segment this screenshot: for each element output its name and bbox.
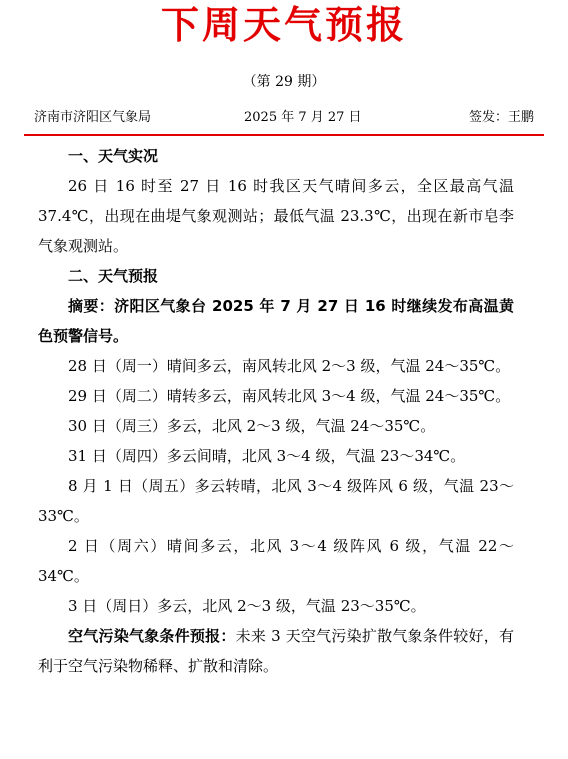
document-title: 下周天气预报 xyxy=(160,3,407,47)
forecast-day: 28 日（周一）晴间多云，南风转北风 2～3 级，气温 24～35℃。 xyxy=(68,357,511,375)
pollution-forecast xyxy=(38,621,514,681)
document-body xyxy=(38,141,514,681)
issue-number: （第 29 期） xyxy=(242,74,326,90)
section-heading-forecast: 二、天气预报 xyxy=(68,267,159,285)
section-heading-observation: 一、天气实况 xyxy=(68,147,159,165)
pollution-text: 未来 3 天空气污染扩散气象条件较好，有利于空气污染物稀释、扩散和清除。 xyxy=(38,627,514,675)
forecast-day: 2 日（周六）晴间多云，北风 3～4 级阵风 6 级，气温 22～34℃。 xyxy=(38,537,514,585)
observation-text: 26 日 16 时至 27 日 16 时我区天气晴间多云，全区最高气温 37.4℃，出现在曲堤气象观测站；最低气温 23.3℃，出现在新市皂李气象观测站。 xyxy=(38,177,514,255)
forecast-day: 30 日（周三）多云，北风 2～3 级，气温 24～35℃。 xyxy=(68,417,436,435)
forecast-day: 3 日（周日）多云，北风 2～3 级，气温 23～35℃。 xyxy=(68,597,426,615)
document-meta xyxy=(34,108,534,128)
forecast-day: 29 日（周二）晴转多云，南风转北风 3～4 级，气温 24～35℃。 xyxy=(68,387,511,405)
forecast-summary: 摘要：济阳区气象台 2025 年 7 月 27 日 16 时继续发布高温黄色预警信号。 xyxy=(38,297,514,345)
forecast-day: 31 日（周四）多云间晴，北风 3～4 级，气温 23～34℃。 xyxy=(68,447,466,465)
issuing-organization: 济南市济阳区气象局 xyxy=(34,110,152,125)
header-divider xyxy=(24,134,544,136)
forecast-day: 8 月 1 日（周五）多云转晴，北风 3～4 级阵风 6 级，气温 23～33℃。 xyxy=(38,477,514,525)
pollution-label: 空气污染气象条件预报： xyxy=(68,627,236,645)
signer: 签发：王鹏 xyxy=(468,110,534,125)
issue-date: 2025 年 7 月 27 日 xyxy=(244,110,362,125)
